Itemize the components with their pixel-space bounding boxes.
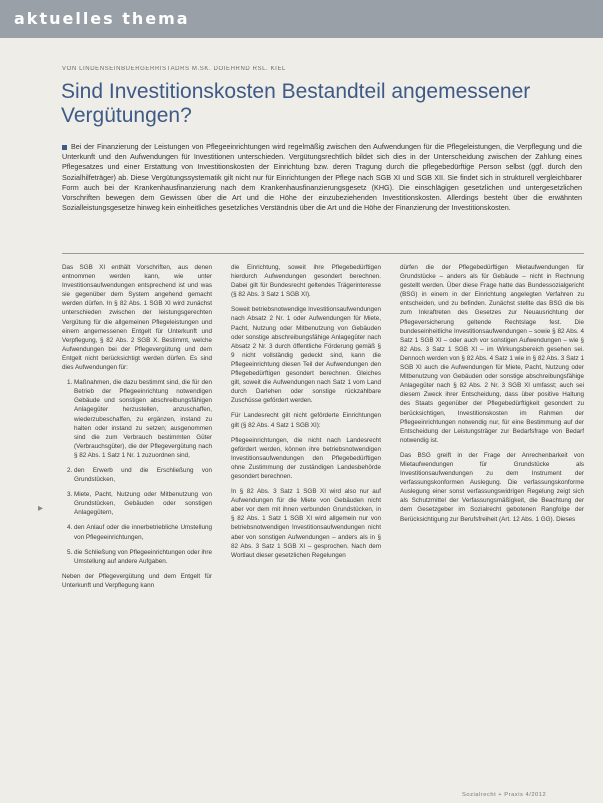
paragraph: Pflegeeinrichtungen, die nicht nach Landesrecht gefördert werden, können ihre betriebsnotwendigen Investitionsaufwendungen den Pflegebedürftigen ohne Zustimmung der zuständigen Landesbehörde gesondert berechnen.	[231, 436, 381, 480]
column-1	[62, 263, 212, 596]
list-item: 4. den Anlauf oder die innerbetriebliche Umstellung von Pflegeeinrichtungen,	[74, 523, 212, 541]
list-item: 5. die Schließung von Pflegeeinrichtungen oder ihre Umstellung auf andere Aufgaben.	[74, 548, 212, 566]
lead-bullet-icon	[62, 145, 67, 150]
paragraph: dürfen die der Pflegebedürftigen Mietaufwendungen für Grundstücke – anders als für Gebäude – nicht in Rechnung gestellt werden. Über diese Frage hatte das Bundessozialgericht (BSG) in einem in der Einrichtung angelegten Verfahren zu entscheiden, und zu befinden. Zunächst stellte das BSG die bis zum Inkraftreten des Gesetzes zur Neuausrichtung der Pflegeversicherung geltende Rechtslage fest. Die bundeseinheitliche Investitionsaufwendungen – sowie § 82 Abs. 4 Satz 1 SGB XI – oder auch vor sonstigen Aufwendungen – wie § 82 Abs. 3 Satz 1 SGB XI – im Wirkungsbereich gesehen sei. Dennoch werden von § 82 Abs. 4 Satz 1 wie in § 82 Abs. 3 Satz 1 SGB XI auch die Aufwendungen für Miete, Pacht, Nutzung oder Mitbenutzung von Gebäuden oder sonstige abschreibungsfähige Anlagegüter nach § 82 Abs. 2 Nr. 3 SGB XI umfasst; auch sei diesem Zweck ihrer Entscheidung, dass über positive Haltung des Staats gegenüber der Pflegebedürftigkeit gesondert zu berücksichtigen, Investitionskosten im Rahmen der Pflegeeinrichtungen notwendig nur, für eine Bestimmung auf der Entscheidung der Leistungsträger zur Bedarfsfrage von Bedarf notwendig ist.	[400, 264, 584, 444]
page-footer: Sozialrecht + Praxis 4/2012	[462, 792, 547, 798]
column-2	[231, 263, 381, 566]
section-title: aktuelles thema	[14, 9, 190, 28]
article-lead	[62, 142, 582, 213]
paragraph: Das BSG greift in der Frage der Anrechenbarkeit von Mietaufwendungen für Grundstücke als Investitionsaufwendungen zu dem Instrument der verfassungskonformen Auslegung. Die verfassungskonforme Auslegung einer sonst verfassungswidrigen Regelung zeigt sich als Schutzmittel der Verfassungsmäßigkeit, die Beachtung der dem Gesetzgeber im Sozialrecht gebotenen Rangfolge der Berücksichtigung zur Berufsfreiheit (Art. 12 Abs. 1 GG). Dieses	[400, 451, 584, 523]
section-header-band	[0, 0, 603, 38]
list-item: 2. den Erwerb und die Erschließung von Grundstücken,	[74, 466, 212, 484]
expense-list	[62, 378, 212, 566]
column-3	[400, 263, 584, 530]
list-item: 1. Maßnahmen, die dazu bestimmt sind, die für den Betrieb der Pflegeeinrichtung notwendigen Gebäude und sonstigen abschreibungsfähigen Anlagegüter herzustellen, anzuschaffen, wiederzubeschaffen, zu ergänzen, instand zu halten oder instand zu setzen; ausgenommen sind die zum Verbrauch bestimmten Güter (Verbrauchsgüter), die der Pflegevergütung nach § 82 Abs. 1 Satz 1 Nr. 1 zuzuordnen sind,	[74, 378, 212, 460]
margin-arrow-icon: ▸	[38, 503, 44, 514]
paragraph: Für Landesrecht gilt nicht geförderte Einrichtungen gilt (§ 82 Abs. 4 Satz 1 SGB XI):	[231, 412, 381, 429]
paragraph: Neben der Pflegevergütung und dem Entgelt für Unterkunft und Verpflegung kann	[62, 572, 212, 589]
author-line: VON LINDENSEINBUERGERRISTADRS M.SK. DOIEHRND RSL. KIEL	[62, 66, 286, 72]
list-item: 3. Miete, Pacht, Nutzung oder Mitbenutzung von Grundstücken, Gebäuden oder sonstigen Anlagegütern,	[74, 490, 212, 517]
paragraph: Das SGB XI enthält Vorschriften, aus denen entnommen werden kann, wie unter Investitionsaufwendungen entsprechend ist und was sie gegenüber dem System angehend gemacht werden dürfen. In § 82 Abs. 1 SGB XI wird zunächst unterschieden zwischen der leistungsgerechten Vergütung für die allgemeinen Pflegeleistungen und einem angemessenen Entgelt für Unterkunft und Verpflegung, § 82 Abs. 2 SGB X. Bestimmt, welche Aufwendungen bei der Pflegevergütung und dem Entgelt nicht berücksichtigt werden dürfen. Es sind dies Aufwendungen für:	[62, 264, 212, 372]
lead-text: Bei der Finanzierung der Leistungen von Pflegeeinrichtungen wird regelmäßig zwischen den Aufwendungen für die Pflegeleistungen, die Verpflegung und die Unterkunft und den Aufwendungen für Investitionen unterschieden. Vergütungsrechtlich bildet sich dies in der Unterscheidung zwischen der Zahlung eines Pflegesatzes und einer Erstattung von Investitionskosten der Einrichtung bzw. deren Tragung durch die pflegebedürftige Person selbst (ggf. durch den Sozialhilfeträger) ab. Diese Vergütungssystematik gilt nicht nur für Einrichtungen der Pflege nach SGB XI und SGB XII. Sie findet sich in strukturell vergleichbarer Form auch bei der Krankenhausfinanzierung nach dem Krankenhausfinanzierungsgesetz (KHG). Die einschlägigen gesetzlichen und untergesetzlichen Vorschriften bewegen dem Gewissen über die Art und die Höhe der einzubeziehenden Investitionskosten. Allerdings besteht über die erwähnten Sozialleistungsgesetze hinweg kein einheitliches gesetzliches Verständnis über die Art und die Höhe der Finanzierung der Investitionskosten.	[62, 142, 582, 213]
paragraph: die Einrichtung, soweit ihre Pflegebedürftigen hierdurch Aufwendungen gesondert berechnen. Dabei gilt für Bundesrecht geltendes Trägerinteresse (§ 82 Abs. 3 Satz 1 SGB XI).	[231, 264, 381, 299]
article-title: Sind Investitionskosten Bestandteil angemessener Vergütungen?	[61, 80, 531, 127]
paragraph: In § 82 Abs. 3 Satz 1 SGB XI wird also nur auf Aufwendungen für die Miete von Gebäuden nicht aber vor dem mit ihnen verbunden Grundstücken, in § 82 Abs. 1 Satz 1 SGB XI wird allgemein nur von betriebsnotwendigen Investitionsaufwendungen nicht aber von sonstigen Aufwendungen – anders als in § 82 Abs. 3 Satz 1 SGB XI – gesprochen. Nach dem Wortlaut dieser gesetzlichen Regelungen	[231, 488, 381, 559]
paragraph: Soweit betriebsnotwendige Investitionsaufwendungen nach Absatz 2 Nr. 1 oder Aufwendungen für Miete, Pacht, Nutzung oder Mitbenutzung von Gebäuden oder sonstige abschreibungsfähige Anlagegüter nach Absatz 2 Nr. 3 durch öffentliche Förderung gemäß § 9 nicht vollständig gedeckt sind, kann die Pflegeeinrichtung diesen Teil der Aufwendungen den Pflegebedürftigen gesondert berechnen. Gleiches gilt, soweit die Aufwendungen nach Satz 1 vom Land durch Darlehen oder sonstige rückzahlbare Zuschüsse gefördert werden.	[231, 306, 381, 405]
divider	[62, 253, 584, 254]
